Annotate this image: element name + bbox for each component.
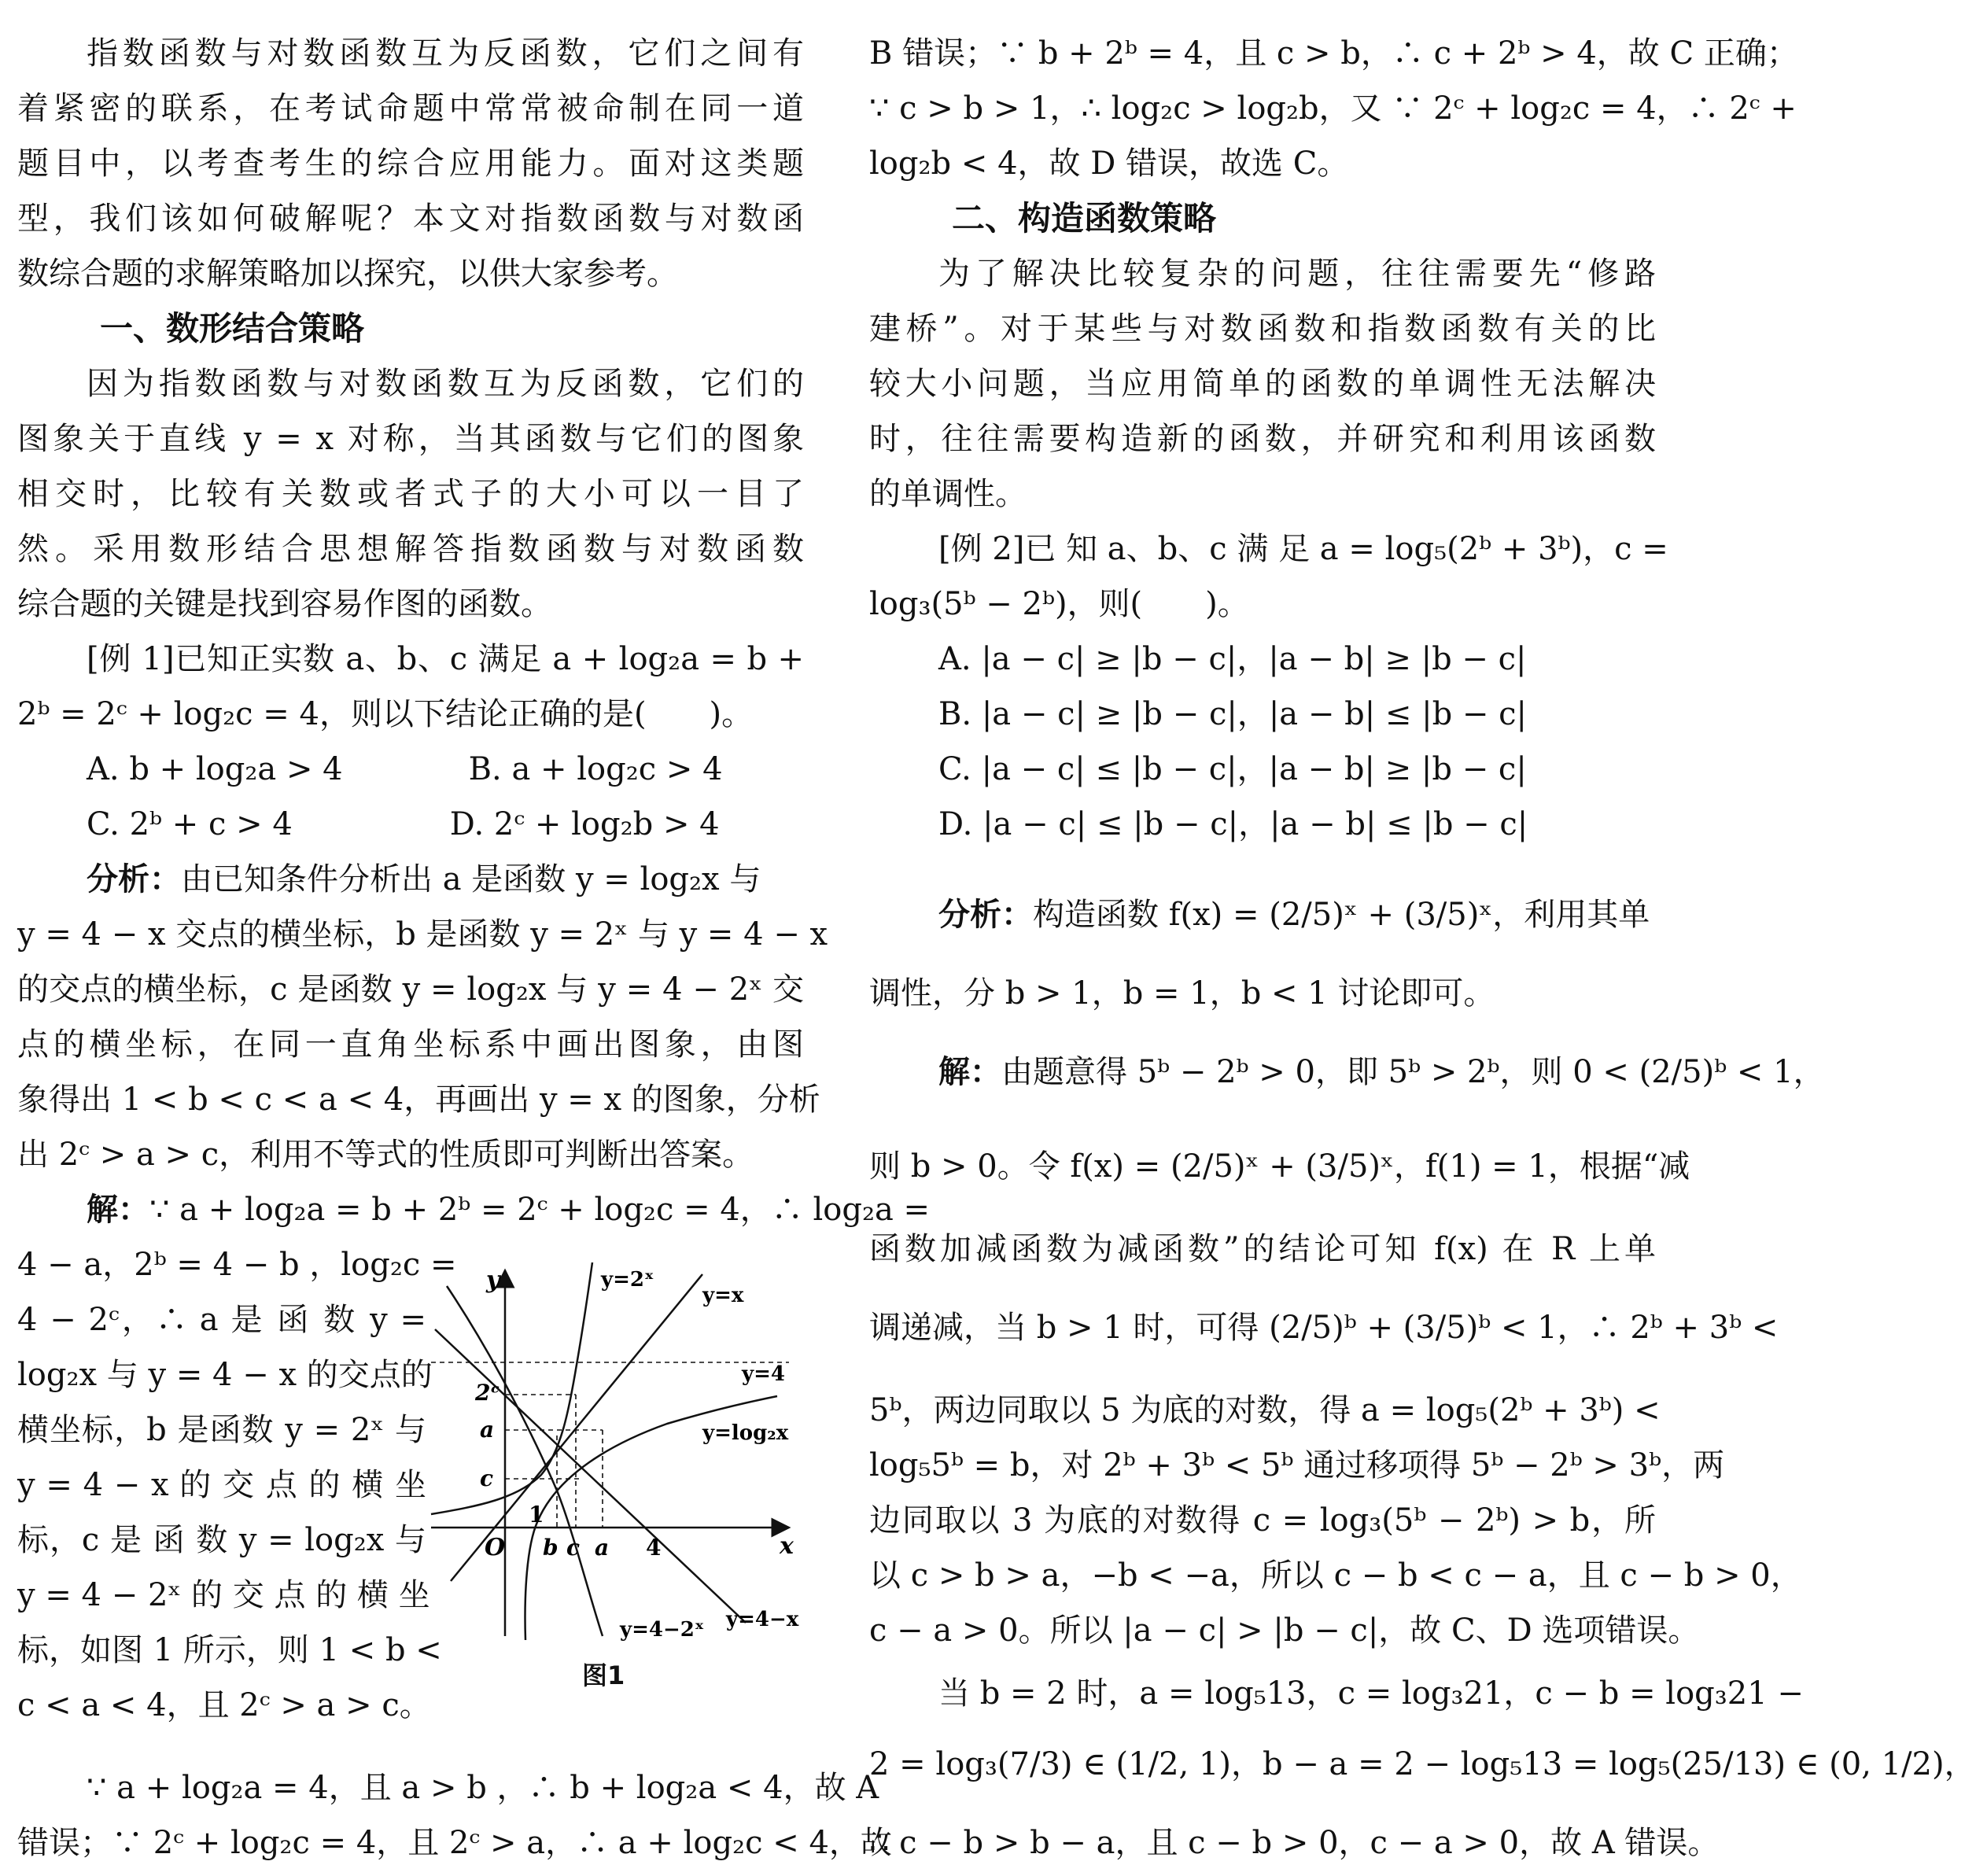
- solution-wrap-line: 4 − a，2ᵇ = 4 − b ，log₂c =: [17, 1247, 457, 1283]
- solution2-line: [869, 1050, 1825, 1094]
- example1-options: C. 2ᵇ + c > 4 D. 2ᶜ + log₂b > 4: [87, 806, 720, 842]
- solution-wrap-line: log₂x 与 y = 4 − x 的交点的: [17, 1357, 433, 1393]
- solution2-text: 由题意得 5ᵇ − 2ᵇ > 0，即 5ᵇ > 2ᵇ，则 0 < (2/5)ᵇ < 1，: [1001, 1054, 1825, 1090]
- analysis-line: 出 2ᶜ > a > c，利用不等式的性质即可判断出答案。: [17, 1137, 754, 1173]
- tail-line: 错误；∵ 2ᶜ + log₂c = 4，且 2ᶜ > a，∴ a + log₂c < 4，故: [17, 1825, 892, 1861]
- para1-line: 相交时，比较有关数或者式子的大小可以一目了: [17, 476, 804, 512]
- solution-wrap-line: 标，如图 1 所示，则 1 < b <: [17, 1632, 442, 1668]
- para1-line: 综合题的关键是找到容易作图的函数。: [17, 586, 552, 622]
- intro-line: 题目中，以考查考生的综合应用能力。面对这类题: [17, 146, 804, 182]
- analysis-line: 象得出 1 < b < c < a < 4，再画出 y = x 的图象，分析: [17, 1082, 820, 1118]
- solution-label: 解：: [87, 1192, 149, 1228]
- figure-caption: 图1: [582, 1660, 625, 1690]
- solution2-line: 调递减，当 b > 1 时，可得 (2/5)ᵇ + (3/5)ᵇ < 1，∴ 2ᵇ + 3ᵇ <: [869, 1310, 1779, 1346]
- origin-label: O: [485, 1534, 506, 1561]
- intro-line: 型，我们该如何破解呢？本文对指数函数与对数函: [17, 201, 804, 237]
- intro-line: 着紧密的联系，在考试命题中常常被命制在同一道: [17, 90, 804, 127]
- example1-options: A. b + log₂a > 4 B. a + log₂c > 4: [87, 751, 723, 787]
- analysis2-line: 调性，分 b > 1，b = 1，b < 1 讨论即可。: [869, 975, 1495, 1012]
- intro-line: 数综合题的求解策略加以探究，以供大家参考。: [17, 256, 678, 292]
- para2-line: 时，往往需要构造新的函数，并研究和利用该函数: [869, 421, 1656, 457]
- label-const: y=4: [742, 1362, 785, 1386]
- solution-wrap-line: c < a < 4，且 2ᶜ > a > c。: [17, 1687, 431, 1723]
- example1-line: [例 1]已知正实数 a、b、c 满足 a + log₂a = b +: [87, 641, 804, 677]
- tail-line: ∵ a + log₂a = 4，且 a > b ，∴ b + log₂a < 4，故 A: [87, 1770, 879, 1806]
- para1-line: 然。采用数形结合思想解答指数函数与对数函数: [17, 531, 804, 567]
- solution-wrap-line: 标，c 是 函 数 y = log₂x 与: [17, 1522, 426, 1558]
- cont-line: ∵ c > b > 1，∴ log₂c > log₂b，又 ∵ 2ᶜ + log₂c = 4，∴ 2ᶜ +: [869, 90, 1797, 127]
- label-identity: y=x: [702, 1284, 744, 1307]
- para2-line: 建桥”。对于某些与对数函数和指数函数有关的比: [869, 311, 1656, 347]
- label-line: y=4−x: [726, 1608, 799, 1631]
- analysis2-line: [869, 893, 1656, 937]
- solution-wrap-line: y = 4 − x 的 交 点 的 横 坐: [17, 1467, 426, 1503]
- analysis-line: y = 4 − x 交点的横坐标，b 是函数 y = 2ˣ 与 y = 4 − x: [17, 916, 828, 953]
- cont-line: log₂b < 4，故 D 错误，故选 C。: [869, 146, 1349, 182]
- solution2-label: 解：: [938, 1054, 1001, 1090]
- x-axis-label: x: [780, 1532, 794, 1560]
- solution-line: [17, 1188, 931, 1232]
- intro-line: 指数函数与对数函数互为反函数，它们之间有: [87, 35, 804, 72]
- para2-line: 的单调性。: [869, 476, 1027, 512]
- y-axis-label: y: [486, 1266, 500, 1294]
- solution2-line: 则 b > 0。令 f(x) = (2/5)ˣ + (3/5)ˣ，f(1) = 1，根据“减: [869, 1148, 1690, 1185]
- example2-option: C. |a − c| ≤ |b − c|，|a − b| ≥ |b − c|: [938, 751, 1527, 787]
- para1-line: 图象关于直线 y = x 对称，当其函数与它们的图象: [17, 421, 804, 457]
- last-line: ∴ c − b > b − a，且 c − b > 0，c − a > 0，故 A 错误。: [869, 1825, 1720, 1861]
- last-line: 2 = log₃(7/3) ∈ (1/2, 1)，b − a = 2 − log₅13 = log₅(25/13) ∈ (0, 1/2)，: [869, 1746, 1976, 1782]
- label-log: y=log₂x: [702, 1421, 789, 1445]
- example2-option: A. |a − c| ≥ |b − c|，|a − b| ≥ |b − c|: [938, 641, 1527, 677]
- solution2-line: 函数加减函数为减函数”的结论可知 f(x) 在 R 上单: [869, 1231, 1656, 1267]
- analysis-line: [17, 857, 804, 901]
- analysis-text: 由已知条件分析出 a 是函数 y = log₂x 与: [181, 861, 761, 897]
- solution-text: ∵ a + log₂a = b + 2ᵇ = 2ᶜ + log₂c = 4，∴ log₂a =: [149, 1192, 931, 1228]
- tick-c: c: [480, 1465, 494, 1491]
- tick-4: 4: [646, 1535, 662, 1561]
- tick-cx: c: [566, 1535, 581, 1561]
- analysis-line: 点的横坐标，在同一直角坐标系中画出图象，由图: [17, 1026, 804, 1063]
- solution2-line: 5ᵇ，两边同取以 5 为底的对数，得 a = log₅(2ᵇ + 3ᵇ) <: [869, 1392, 1661, 1428]
- curve-refl: [447, 1286, 603, 1636]
- tick-ax: a: [595, 1535, 610, 1561]
- tick-1: 1: [529, 1502, 544, 1528]
- para2-line: 较大小问题，当应用简单的函数的单调性无法解决: [869, 366, 1656, 402]
- solution-wrap-line: 4 − 2ᶜ，∴ a 是 函 数 y =: [17, 1302, 426, 1338]
- solution2-line: 边同取以 3 为底的对数得 c = log₃(5ᵇ − 2ᵇ) > b，所: [869, 1502, 1656, 1539]
- solution-wrap-line: 横坐标，b 是函数 y = 2ˣ 与: [17, 1412, 426, 1448]
- cont-line: B 错误；∵ b + 2ᵇ = 4，且 c > b，∴ c + 2ᵇ > 4，故 C 正确；: [869, 35, 1798, 72]
- solution2-line: c − a > 0。所以 |a − c| > |b − c|，故 C、D 选项错误。: [869, 1612, 1700, 1649]
- section-heading-1: 一、数形结合策略: [100, 309, 365, 348]
- solution2-line: log₅5ᵇ = b，对 2ᵇ + 3ᵇ < 5ᵇ 通过移项得 5ᵇ − 2ᵇ > 3ᵇ，两: [869, 1447, 1725, 1483]
- para1-line: 因为指数函数与对数函数互为反函数，它们的: [87, 366, 804, 402]
- tick-a: a: [480, 1417, 495, 1443]
- para2-line: 为了解决比较复杂的问题，往往需要先“修路: [938, 256, 1656, 292]
- analysis2-label: 分析：: [938, 897, 1033, 933]
- label-exp: y=2ˣ: [601, 1268, 654, 1292]
- last-line: 当 b = 2 时，a = log₅13，c = log₃21，c − b = log₃21 −: [938, 1675, 1804, 1712]
- example1-line: 2ᵇ = 2ᶜ + log₂c = 4，则以下结论正确的是( )。: [17, 696, 754, 732]
- solution-wrap-line: y = 4 − 2ˣ 的 交 点 的 横 坐: [17, 1577, 430, 1613]
- label-refl: y=4−2ˣ: [620, 1618, 705, 1642]
- example2-line: log₃(5ᵇ − 2ᵇ)，则( )。: [869, 586, 1249, 622]
- figure-1: [431, 1262, 801, 1648]
- analysis-label: 分析：: [87, 861, 181, 897]
- tick-b: b: [543, 1535, 559, 1561]
- analysis2-text: 构造函数 f(x) = (2/5)ˣ + (3/5)ˣ，利用其单: [1033, 897, 1650, 933]
- solution2-line: 以 c > b > a，−b < −a，所以 c − b < c − a，且 c − b > 0，: [869, 1557, 1802, 1594]
- tick-2c: 2ᶜ: [475, 1380, 500, 1406]
- example2-line: [例 2]已 知 a、b、c 满 足 a = log₅(2ᵇ + 3ᵇ)，c =: [938, 531, 1668, 567]
- section-heading-2: 二、构造函数策略: [952, 199, 1217, 238]
- example2-option: D. |a − c| ≤ |b − c|，|a − b| ≤ |b − c|: [938, 806, 1528, 842]
- analysis-line: 的交点的横坐标，c 是函数 y = log₂x 与 y = 4 − 2ˣ 交: [17, 971, 804, 1008]
- example2-option: B. |a − c| ≥ |b − c|，|a − b| ≤ |b − c|: [938, 696, 1528, 732]
